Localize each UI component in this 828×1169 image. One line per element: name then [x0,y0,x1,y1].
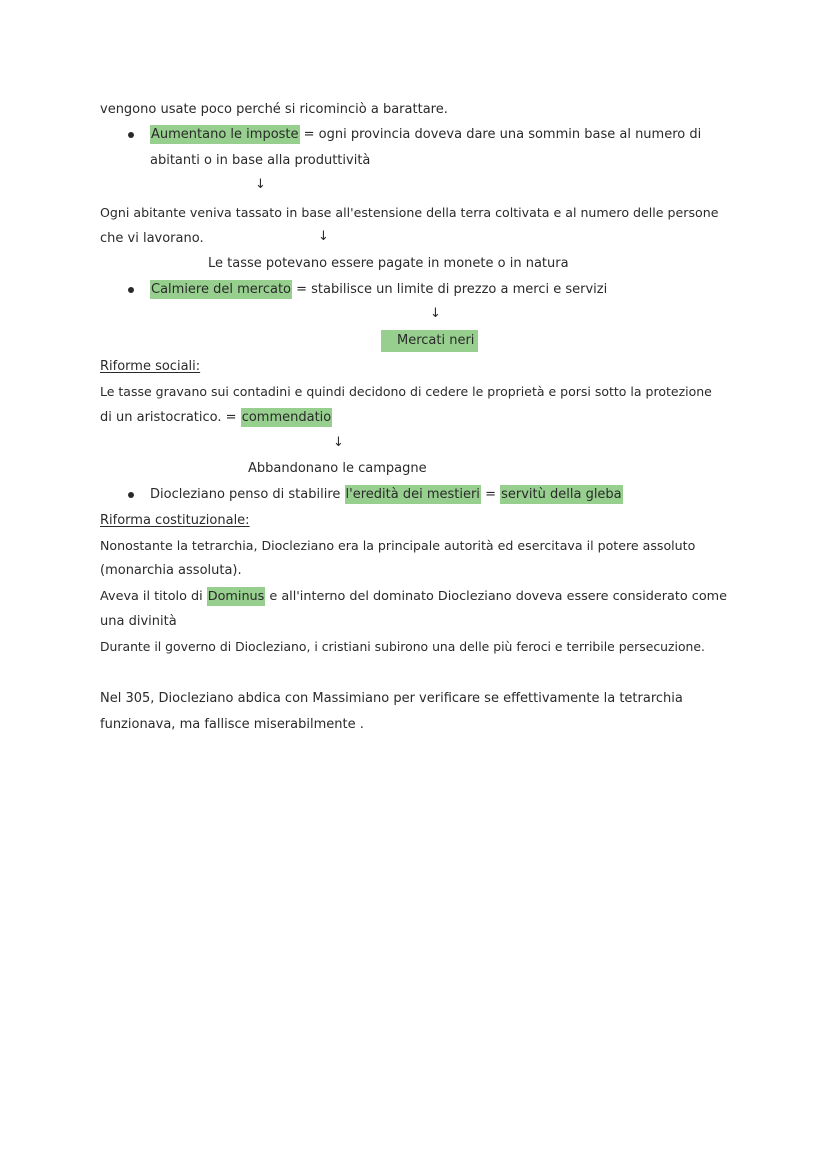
text-line: Ogni abitante veniva tassato in base all'estensione della terra coltivata e al numero delle persone [100,205,719,220]
bullet-line-calmiere [150,280,607,300]
text-line: Durante il governo di Diocleziano, i cristiani subirono una delle più feroci e terribile persecuzione. [100,639,705,654]
down-arrow-icon: ↓ [318,229,329,244]
bullet [128,132,134,138]
text-line: che vi lavorano. [100,231,204,246]
text-line: una divinità [100,614,177,629]
section-heading-riforme-sociali: Riforme sociali: [100,359,201,374]
text-segment: Diocleziano penso di stabilire [150,487,345,502]
down-arrow-icon: ↓ [430,306,441,321]
text-line: Abbandonano le campagne [248,461,427,476]
bullet-line-imposte [150,125,701,145]
down-arrow-icon: ↓ [255,177,266,192]
highlight-servitu-gleba: servitù della gleba [501,487,622,502]
text-line: abitanti o in base alla produttività [150,153,371,168]
text-segment: = stabilisce un limite di prezzo a merci e servizi [292,282,608,297]
highlight-calmiere: Calmiere del mercato [151,282,291,297]
text-line: Nel 305, Diocleziano abdica con Massimiano per verificare se effettivamente la tetrarchia [100,691,683,706]
text-line: vengono usate poco perché si ricominciò a barattare. [100,102,448,117]
text-segment: e all'interno del dominato Diocleziano doveva essere considerato come [265,589,727,604]
text-line [100,408,332,428]
text-line: (monarchia assoluta). [100,563,242,578]
text-segment: = [480,487,501,502]
text-segment: = ogni provincia doveva dare una sommin base al numero di [299,127,702,142]
bullet-line-mestieri [150,485,623,505]
down-arrow-icon: ↓ [333,435,344,450]
highlight-eredita-mestieri: l'eredità dei mestieri [345,487,480,502]
highlight-dominus: Dominus [207,589,265,604]
text-segment: di un aristocratico. = [100,410,241,425]
highlight-commendatio: commendatio [241,410,332,425]
text-line: Nonostante la tetrarchia, Diocleziano era la principale autorità ed esercitava il potere assoluto [100,538,696,553]
highlight-imposte: Aumentano le imposte [151,127,299,142]
bullet [128,492,134,498]
section-heading-riforma-costituzionale: Riforma costituzionale: [100,513,250,528]
text-segment: Aveva il titolo di [100,589,207,604]
bullet [128,287,134,293]
highlight-mercati-neri: Mercati neri [381,330,478,352]
text-line: Le tasse gravano sui contadini e quindi decidono di cedere le proprietà e porsi sotto la protezione [100,384,712,399]
text-line: Le tasse potevano essere pagate in monete o in natura [208,256,569,271]
text-line [100,587,727,607]
text-line: funzionava, ma fallisce miserabilmente . [100,717,364,732]
